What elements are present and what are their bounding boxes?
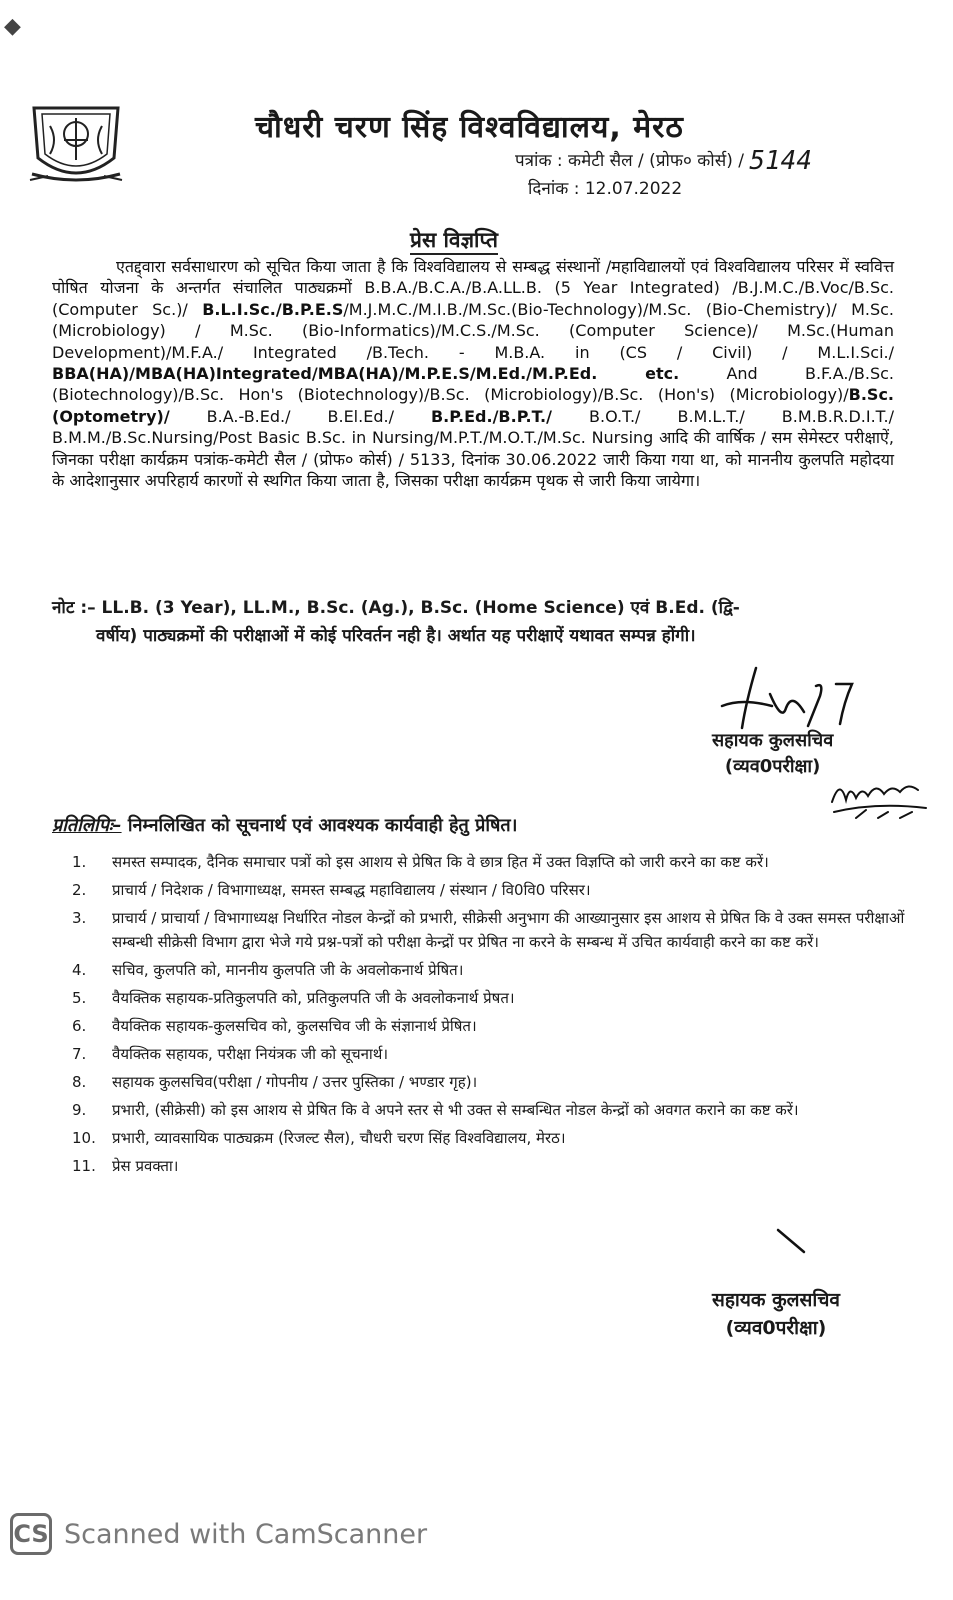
body-text-4: B.A.-B.Ed./ B.El.Ed./ <box>169 406 431 426</box>
note-label: नोट :– <box>52 598 96 618</box>
signatory-block <box>712 728 833 780</box>
signatory-block-2 <box>712 1286 840 1342</box>
press-release-title <box>410 226 498 254</box>
signatory-title: सहायक कुलसचिव <box>712 730 834 751</box>
list-item <box>72 1042 932 1066</box>
press-release-title-text: प्रेस विज्ञप्ति <box>410 228 498 255</box>
list-item-text: प्रभारी, व्यावसायिक पाठ्यक्रम (रिजल्ट सैल), चौधरी चरण सिंह विश्वविद्यालय, मेरठ। <box>112 1129 566 1147</box>
camscanner-watermark <box>10 1513 427 1555</box>
signatory2-title: सहायक कुलसचिव <box>712 1289 840 1311</box>
note-text-continued: वर्षीय) पाठ्यक्रमों की परीक्षाओं में कोई परिवर्तन नही है। अर्थात यह परीक्षाऐं यथावत सम्पन्न होंगी। <box>96 626 696 646</box>
list-item <box>72 986 932 1010</box>
handwritten-initials <box>826 772 936 822</box>
signatory-dept: (व्यव0परीक्षा) <box>724 756 821 777</box>
body-text-3: And B.F.A./B.Sc. (Biotechnology)/B.Sc. Hon's (Biotechnology)/B.Sc. (Microbiology)/B.Sc. (Hon's) (Microbiology)/ <box>52 364 894 405</box>
university-seal-icon <box>28 96 124 186</box>
list-item-text: प्राचार्य / प्राचार्या / विभागाध्यक्ष निर्धारित नोडल केन्द्रों को प्रभारी, सीक्रेसी अनुभाग की आख्यानुसार इस आशय से प्रेषित कि वे उक्त समस्त परीक्षाओं सम्बन्धी सीक्रेसी विभाग द्वारा भेजे गये प्रश्न-पत्रों को परीक्षा केन्द्रों पर प्रेषित ना करने के सम्बन्ध में उचित कार्यवाही करने का कष्ट करें। <box>112 909 905 951</box>
list-item-number: 5. <box>72 989 87 1007</box>
body-paragraph <box>52 256 894 491</box>
list-item <box>72 1126 932 1150</box>
signatory2-dept: (व्यव0परीक्षा) <box>725 1317 827 1339</box>
reference-prefix: पत्रांक : कमेटी सैल / (प्रोफ० कोर्स) / <box>515 151 744 171</box>
body-text-2: /M.J.M.C./M.I.B./M.Sc.(Bio-Technology)/M.Sc. (Bio-Chemistry)/ M.Sc. (Microbiology) / M.Sc. (Bio-Informatics)/M.C.S./M.Sc. (Computer Science)/ M.Sc.(Human Development)/M.F.A./ Integrated /B.Tech. - M.B.A. in (CS / Civil) / M.L.I.Sci./ <box>52 299 894 362</box>
reference-number: 5144 <box>749 146 812 176</box>
press-release-body <box>52 256 894 491</box>
list-item-number: 8. <box>72 1073 87 1091</box>
note-section <box>52 594 902 650</box>
list-item <box>72 958 932 982</box>
list-item-text: प्राचार्य / निदेशक / विभागाध्यक्ष, समस्त सम्बद्ध महाविद्यालय / संस्थान / वि0वि0 परिसर। <box>112 881 591 899</box>
list-item-text: वैयक्तिक सहायक-प्रतिकुलपति को, प्रतिकुलपति जी के अवलोकनार्थ प्रेषत। <box>112 989 515 1007</box>
list-item <box>72 906 932 954</box>
handwritten-stroke <box>776 1226 806 1256</box>
list-item-text: सचिव, कुलपति को, माननीय कुलपति जी के अवलोकनार्थ प्रेषित। <box>112 961 464 979</box>
copy-to-heading-text: निम्नलिखित को सूचनार्थ एवं आवश्यक कार्यवाही हेतु प्रेषित। <box>127 815 518 836</box>
copy-to-label: प्रतिलिपिः– <box>52 815 122 836</box>
list-item <box>72 878 932 902</box>
list-item-number: 3. <box>72 909 87 927</box>
date-line: दिनांक : 12.07.2022 <box>528 179 683 199</box>
body-bold-1: B.L.I.Sc./B.P.E.S <box>202 299 344 319</box>
list-item-text: वैयक्तिक सहायक, परीक्षा नियंत्रक जी को सूचनार्थ। <box>112 1045 389 1063</box>
copy-to-heading <box>52 813 517 837</box>
university-name: चौधरी चरण सिंह विश्वविद्यालय, मेरठ <box>255 110 684 145</box>
list-item-text: वैयक्तिक सहायक-कुलसचिव को, कुलसचिव जी के संज्ञानार्थ प्रेषित। <box>112 1017 477 1035</box>
list-item <box>72 1070 932 1094</box>
list-item-number: 1. <box>72 853 87 871</box>
list-item <box>72 1154 932 1178</box>
list-item-number: 2. <box>72 881 87 899</box>
list-item <box>72 1098 932 1122</box>
list-item-number: 10. <box>72 1129 96 1147</box>
list-item-number: 4. <box>72 961 87 979</box>
body-bold-4: B.P.Ed./B.P.T./ <box>430 406 552 426</box>
note-text: LL.B. (3 Year), LL.M., B.Sc. (Ag.), B.Sc. (Home Science) एवं B.Ed. (द्वि- <box>101 598 740 618</box>
list-item-number: 6. <box>72 1017 87 1035</box>
body-text-1: एतद्द्वारा सर्वसाधारण को सूचित किया जाता है कि विश्वविद्यालय से सम्बद्ध संस्थानों /महाविद्यालयों एवं विश्वविद्यालय परिसर में स्ववित्त पोषित योजना के अन्तर्गत संचालित पाठ्यक्रमों B.B.A./B.C.A./B.A.LL.B. (5 Year Integrated) /B.J.M.C./B.Voc/B.Sc. (Computer Sc.)/ <box>52 257 894 319</box>
body-bold-2: BBA(HA)/MBA(HA)Integrated/MBA(HA)/M.P.E.S/M.Ed./M.P.Ed. etc. <box>52 364 680 384</box>
copy-to-list <box>72 850 932 1182</box>
list-item-text: सहायक कुलसचिव(परीक्षा / गोपनीय / उत्तर पुस्तिका / भण्डार गृह)। <box>112 1073 478 1091</box>
list-item <box>72 850 932 874</box>
list-item-text: प्रभारी, (सीक्रेसी) को इस आशय से प्रेषित कि वे अपने स्तर से भी उक्त से सम्बन्धित नोडल केन्द्रों को अवगत कराने का कष्ट करें। <box>112 1101 799 1119</box>
reference-line <box>515 146 812 176</box>
camscanner-text: Scanned with CamScanner <box>64 1518 428 1550</box>
list-item-number: 11. <box>72 1157 96 1175</box>
list-item-number: 9. <box>72 1101 87 1119</box>
list-item-text: समस्त सम्पादक, दैनिक समाचार पत्रों को इस आशय से प्रेषित कि वे छात्र हित में उक्त विज्ञप्ति को जारी करने का कष्ट करें। <box>112 853 769 871</box>
corner-staple-mark: ◆ <box>4 14 21 39</box>
body-bold-3: B.Sc.(Optometry)/ <box>52 385 894 426</box>
list-item-number: 7. <box>72 1045 87 1063</box>
camscanner-logo-icon: CS <box>10 1513 52 1555</box>
list-item <box>72 1014 932 1038</box>
list-item-text: प्रेस प्रवक्ता। <box>112 1157 179 1175</box>
body-text-5: B.O.T./ B.M.L.T./ B.M.B.R.D.I.T./ B.M.M./B.Sc.Nursing/Post Basic B.Sc. in Nursing/M.P.T./M.O.T./M.Sc. Nursing आदि की वार्षिक / सम सेमेस्टर परीक्षाऐं, जिनका परीक्षा कार्यक्रम पत्रांक-कमेटी सैल / (प्रोफ० कोर्स) / 5133, दिनांक 30.06.2022 जारी किया गया था, को माननीय कुलपति महोदया के आदेशानुसार अपरिहार्य कारणों से स्थगित किया जाता है, जिसका परीक्षा कार्यक्रम पृथक से जारी किया जायेगा। <box>52 406 895 491</box>
